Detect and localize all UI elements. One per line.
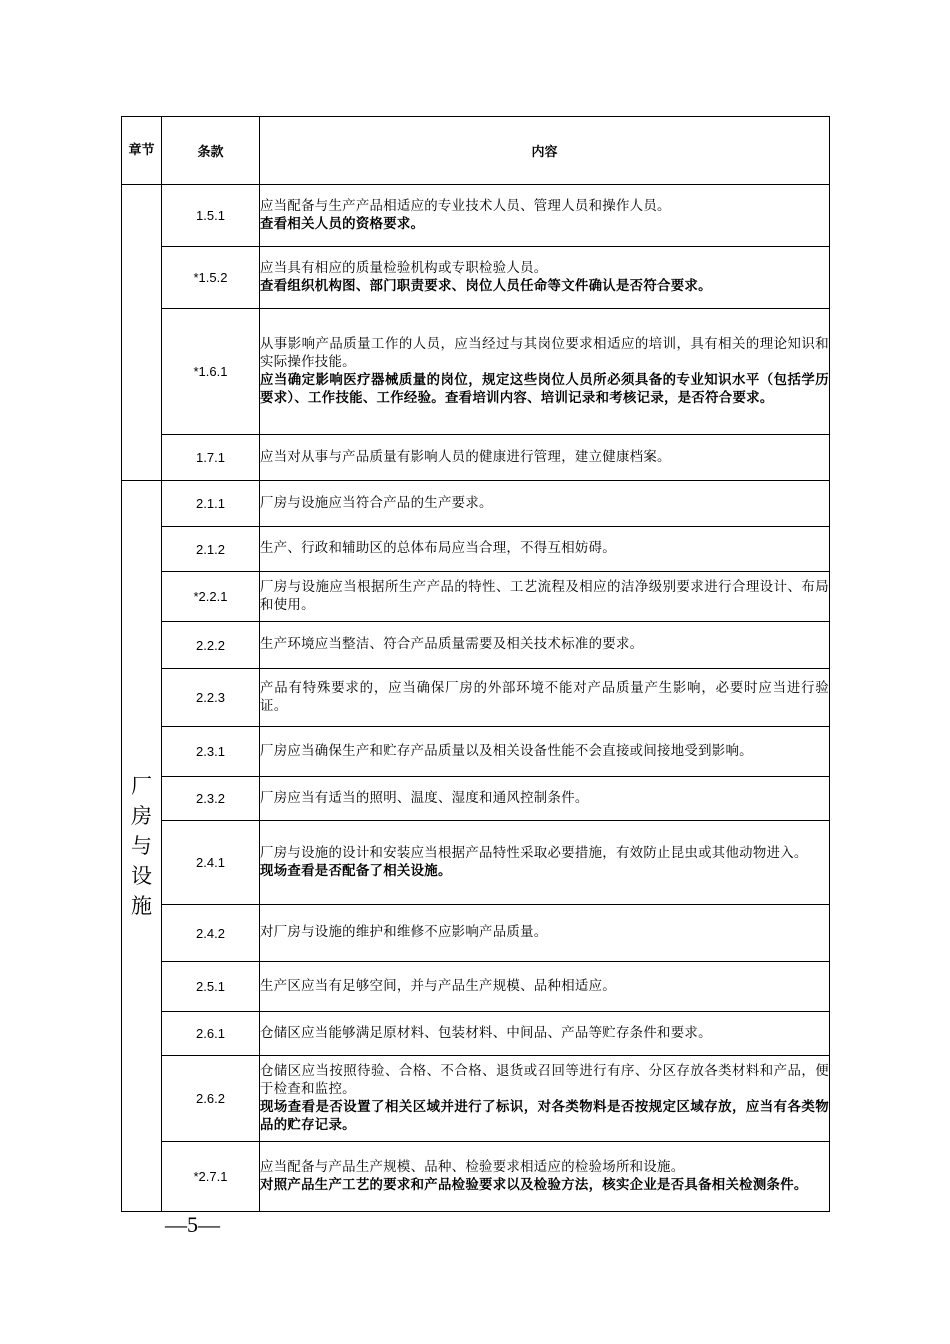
header-row (122, 117, 830, 185)
content-cell (260, 185, 830, 247)
clause-cell: 2.3.2 (162, 777, 260, 821)
clause-cell: 2.6.2 (162, 1056, 260, 1142)
table-row (122, 309, 830, 435)
clause-cell: 2.5.1 (162, 962, 260, 1012)
clause-cell: 2.1.1 (162, 481, 260, 527)
clause-cell: 2.4.1 (162, 821, 260, 905)
table-row (122, 1142, 830, 1212)
chapter-title: 厂房与设施 (131, 774, 152, 918)
table-row (122, 622, 830, 669)
requirement-text: 仓储区应当按照待验、合格、不合格、退货或召回等进行有序、分区存放各类材料和产品，便于检查和监控。 (260, 1063, 829, 1097)
content-cell (260, 777, 830, 821)
check-text: 对照产品生产工艺的要求和产品检验要求以及检验方法，核实企业是否具备相关检测条件。 (260, 1177, 808, 1193)
chapter-cell-1 (122, 185, 162, 481)
requirement-text: 厂房与设施的设计和安装应当根据产品特性采取必要措施，有效防止昆虫或其他动物进入。 (260, 845, 808, 861)
content-cell (260, 1056, 830, 1142)
requirement-text: 应当具有相应的质量检验机构或专职检验人员。 (260, 260, 548, 276)
table-row (122, 435, 830, 481)
requirement-text: 产品有特殊要求的，应当确保厂房的外部环境不能对产品质量产生影响，必要时应当进行验证。 (260, 680, 829, 714)
check-text: 查看组织机构图、部门职责要求、岗位人员任命等文件确认是否符合要求。 (260, 278, 712, 294)
content-cell (260, 527, 830, 572)
check-text: 现场查看是否设置了相关区域并进行了标识，对各类物料是否按规定区域存放，应当有各类物品的贮存记录。 (260, 1099, 829, 1133)
requirement-text: 应当配备与产品生产规模、品种、检验要求相适应的检验场所和设施。 (260, 1159, 685, 1175)
requirement-text: 厂房与设施应当符合产品的生产要求。 (260, 495, 493, 511)
content-cell (260, 727, 830, 777)
requirement-text: 生产区应当有足够空间，并与产品生产规模、品种相适应。 (260, 978, 616, 994)
table-row (122, 962, 830, 1012)
clause-cell: 2.6.1 (162, 1012, 260, 1056)
clause-cell: *1.6.1 (162, 309, 260, 435)
inspection-table (121, 116, 830, 1212)
content-cell (260, 905, 830, 962)
requirement-text: 生产环境应当整洁、符合产品质量需要及相关技术标准的要求。 (260, 637, 644, 652)
clause-cell: 1.5.1 (162, 185, 260, 247)
clause-cell: *1.5.2 (162, 247, 260, 309)
clause-cell: 2.2.3 (162, 669, 260, 727)
content-cell (260, 962, 830, 1012)
requirement-text: 厂房应当有适当的照明、温度、湿度和通风控制条件。 (260, 790, 589, 806)
page-number: —5— (165, 1212, 220, 1237)
table-row (122, 905, 830, 962)
content-cell (260, 622, 830, 669)
table-row (122, 247, 830, 309)
content-cell (260, 481, 830, 527)
content-cell (260, 435, 830, 481)
content-cell (260, 1142, 830, 1212)
requirement-text: 厂房应当确保生产和贮存产品质量以及相关设备性能不会直接或间接地受到影响。 (260, 743, 753, 759)
check-text: 现场查看是否配备了相关设施。 (260, 863, 452, 879)
content-header: 内容 (260, 117, 830, 185)
clause-cell: 2.3.1 (162, 727, 260, 777)
content-cell (260, 572, 830, 622)
content-cell (260, 309, 830, 435)
table-row (122, 777, 830, 821)
table-row (122, 1056, 830, 1142)
requirement-text: 生产、行政和辅助区的总体布局应当合理，不得互相妨碍。 (260, 541, 616, 556)
chapter-header: 章节 (122, 117, 162, 185)
table-row (122, 185, 830, 247)
clause-cell: 2.1.2 (162, 527, 260, 572)
requirement-text: 对厂房与设施的维护和维修不应影响产品质量。 (260, 925, 548, 940)
requirement-text: 从事影响产品质量工作的人员，应当经过与其岗位要求相适应的培训，具有相关的理论知识和实际操作技能。 (260, 336, 829, 370)
clause-cell: *2.2.1 (162, 572, 260, 622)
table-row (122, 727, 830, 777)
clause-cell: 2.2.2 (162, 622, 260, 669)
table-row (122, 572, 830, 622)
table-row (122, 821, 830, 905)
table-row (122, 1012, 830, 1056)
content-cell (260, 1012, 830, 1056)
content-cell (260, 669, 830, 727)
table-row (122, 527, 830, 572)
requirement-text: 应当对从事与产品质量有影响人员的健康进行管理，建立健康档案。 (260, 449, 671, 465)
clause-cell: *2.7.1 (162, 1142, 260, 1212)
clause-cell: 1.7.1 (162, 435, 260, 481)
clause-header: 条款 (162, 117, 260, 185)
check-text: 应当确定影响医疗器械质量的岗位，规定这些岗位人员所必须具备的专业知识水平（包括学历要求）、工作技能、工作经验。查看培训内容、培训记录和考核记录，是否符合要求。 (260, 372, 829, 406)
requirement-text: 厂房与设施应当根据所生产产品的特性、工艺流程及相应的洁净级别要求进行合理设计、布局和使用。 (260, 579, 829, 613)
requirement-text: 仓储区应当能够满足原材料、包装材料、中间品、产品等贮存条件和要求。 (260, 1025, 712, 1041)
content-cell (260, 247, 830, 309)
check-text: 查看相关人员的资格要求。 (260, 216, 425, 232)
table-row (122, 481, 830, 527)
requirement-text: 应当配备与生产产品相适应的专业技术人员、管理人员和操作人员。 (260, 198, 671, 214)
clause-cell: 2.4.2 (162, 905, 260, 962)
chapter-cell-2 (122, 481, 162, 1212)
table-row (122, 669, 830, 727)
content-cell (260, 821, 830, 905)
